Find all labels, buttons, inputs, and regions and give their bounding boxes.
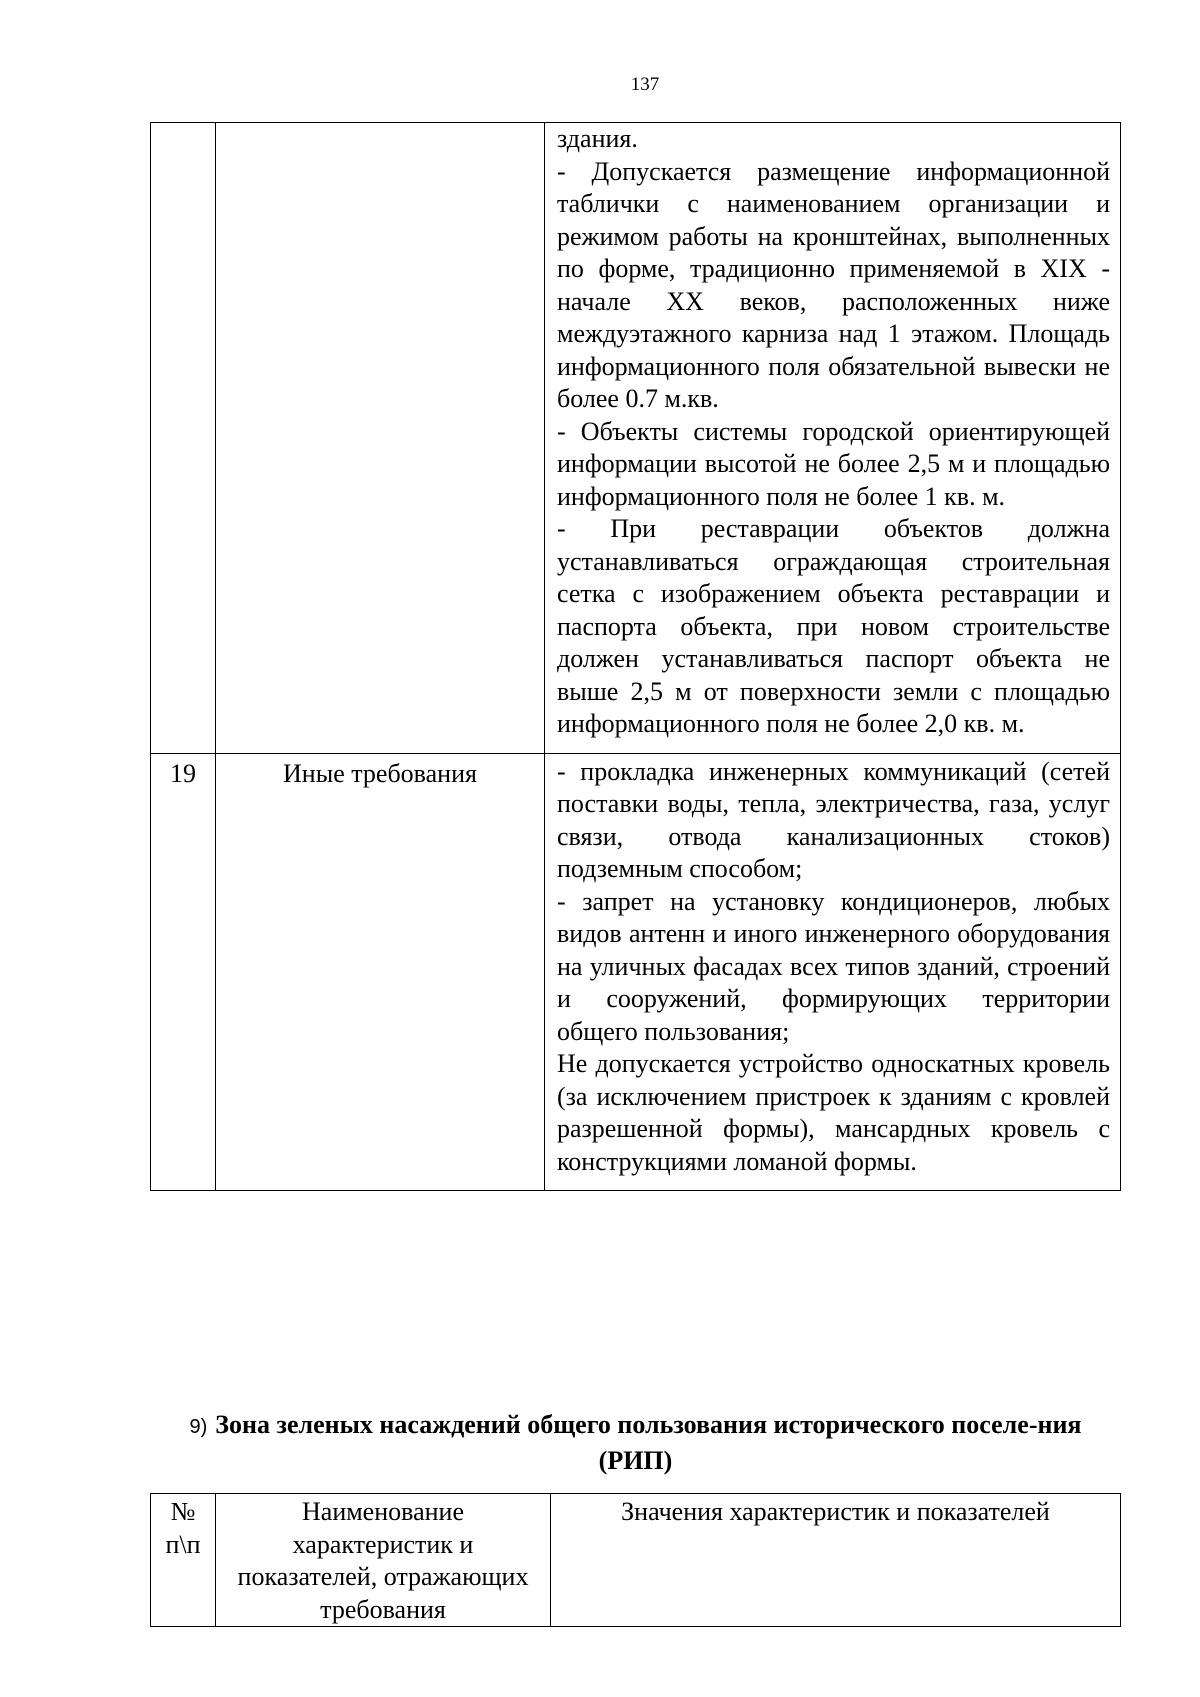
requirements-table [150,122,1121,1191]
section-title: Зона зеленых насаждений общего пользования исторического поселе-ния (РИП) [215,1410,1082,1475]
row-number-cell: 19 [151,753,216,1191]
row-value-cell [545,123,1121,754]
paragraph: - прокладка инженерных коммуникаций (сетей поставки воды, тепла, электричества, газа, услуг связи, отвода канализационных стоков) подземным способом; [557,756,1110,883]
paragraph: Не допускается устройство односкатных кровель (за исключением пристроек к зданиям с кровлей разрешенной формы), мансардных кровель с конструкциями ломаной формы. [557,1049,1110,1176]
paragraph: - запрет на установку кондиционеров, любых видов антенн и иного инженерного оборудования на уличных фасадах всех типов зданий, строений и сооружений, формирующих территории общего пользования; [557,886,1110,1046]
row-name-cell: Иные требования [216,753,545,1191]
page-number: 137 [630,74,660,95]
header-number: № п\п [151,1494,216,1627]
table-row [151,753,1121,1191]
section-number: 9) [189,1416,208,1438]
table-row [151,123,1121,754]
zone-table [150,1493,1121,1627]
paragraph: - Допускается размещение информационной таблички с наименованием организации и режимом работы на кронштейнах, выполненных по форме, традиционно применяемой в XIX - начале XX веков, расположенных ниже междуэтажного карниза над 1 этажом. Площадь информационного поля обязательной вывески не более 0.7 м.кв. [557,156,1110,413]
row-number-cell [151,123,216,754]
paragraph: здания. [557,124,638,153]
paragraph: - При реставрации объектов должна устанавливаться ограждающая строительная сетка с изображением объекта реставрации и паспорта объекта, при новом строительстве должен устанавливаться паспорт объекта не выше 2,5 м от поверхности земли с площадью информационного поля не более 2,0 кв. м. [557,514,1110,738]
header-values: Значения характеристик и показателей [551,1494,1121,1627]
row-name-cell [216,123,545,754]
section-heading [150,1408,1121,1478]
paragraph: - Объекты системы городской ориентирующей информации высотой не более 2,5 м и площадью информационного поля не более 1 кв. м. [557,416,1110,511]
row-value-cell [545,753,1121,1191]
header-name: Наименование характеристик и показателей, отражающих требования [216,1494,551,1627]
table-header-row [151,1494,1121,1627]
